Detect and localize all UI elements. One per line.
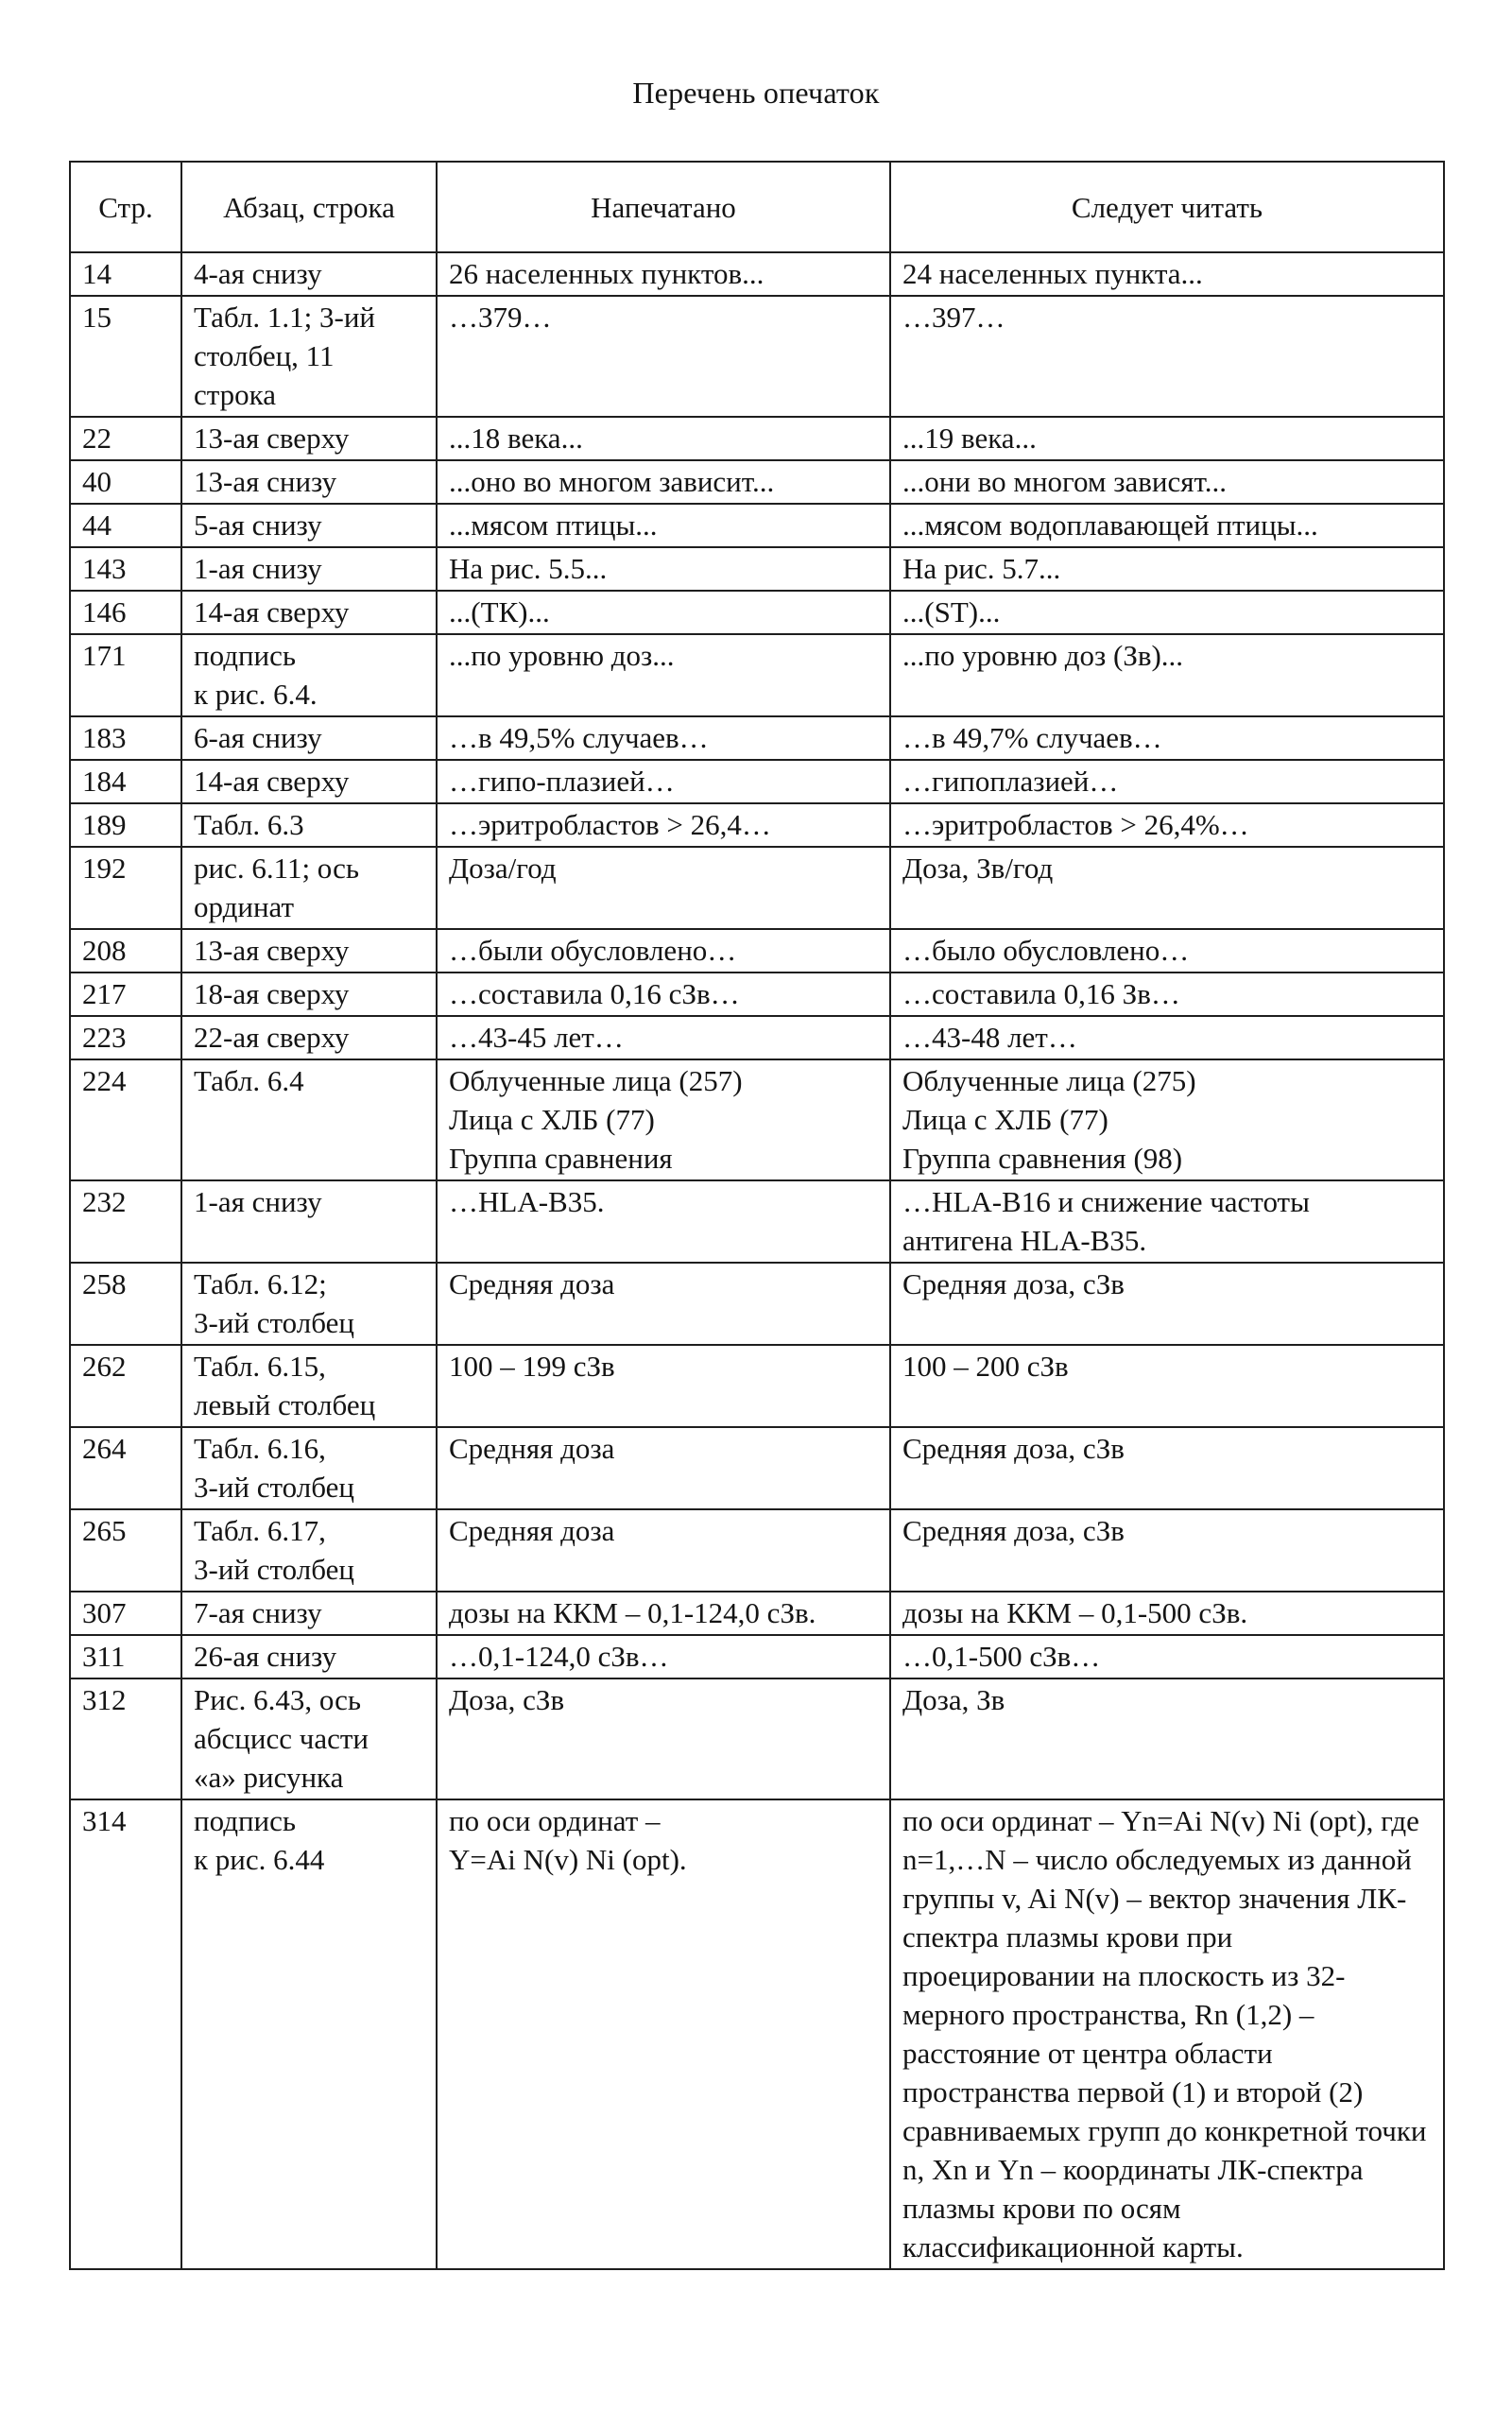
table-row bbox=[70, 296, 1444, 417]
cell-correct: Средняя доза, сЗв bbox=[890, 1263, 1444, 1345]
header-row bbox=[70, 162, 1444, 252]
cell-printed: …HLA-B35. bbox=[437, 1180, 890, 1263]
table-row bbox=[70, 1799, 1444, 2269]
cell-page: 192 bbox=[70, 847, 181, 929]
cell-printed: …0,1-124,0 сЗв… bbox=[437, 1635, 890, 1678]
table-row bbox=[70, 460, 1444, 504]
cell-printed: Доза/год bbox=[437, 847, 890, 929]
cell-location: подпись к рис. 6.44 bbox=[181, 1799, 437, 2269]
cell-correct: …0,1-500 сЗв… bbox=[890, 1635, 1444, 1678]
cell-location: Табл. 6.15, левый столбец bbox=[181, 1345, 437, 1427]
table-row bbox=[70, 1592, 1444, 1635]
cell-printed: Средняя доза bbox=[437, 1509, 890, 1592]
table-row bbox=[70, 929, 1444, 973]
cell-correct: ...19 века... bbox=[890, 417, 1444, 460]
cell-location: Табл. 6.3 bbox=[181, 803, 437, 847]
cell-correct: ...по уровню доз (Зв)... bbox=[890, 634, 1444, 716]
cell-page: 208 bbox=[70, 929, 181, 973]
cell-location: 13-ая сверху bbox=[181, 417, 437, 460]
cell-location: 14-ая сверху bbox=[181, 591, 437, 634]
cell-printed: …были обусловлено… bbox=[437, 929, 890, 973]
table-row bbox=[70, 252, 1444, 296]
cell-page: 311 bbox=[70, 1635, 181, 1678]
table-row bbox=[70, 417, 1444, 460]
cell-correct: …43-48 лет… bbox=[890, 1016, 1444, 1059]
cell-printed: Средняя доза bbox=[437, 1263, 890, 1345]
cell-printed: …43-45 лет… bbox=[437, 1016, 890, 1059]
cell-correct: по оси ординат – Yn=Ai N(v) Ni (opt), где n=1,…N – число обследуемых из данной группы v, Ai N(v) – вектор значения ЛК-спектра плазмы крови при проецировании на плоскость из 32-мерного пространства, Rn (1,2) – расстояние от центра области пространства первой (1) и второй (2) сравниваемых групп до конкретной точки n, Xn и Yn – координаты ЛК-спектра плазмы крови по осям классификационной карты. bbox=[890, 1799, 1444, 2269]
cell-printed: ...оно во многом зависит... bbox=[437, 460, 890, 504]
cell-page: 143 bbox=[70, 547, 181, 591]
cell-printed: На рис. 5.5... bbox=[437, 547, 890, 591]
cell-printed: ...по уровню доз... bbox=[437, 634, 890, 716]
cell-location: 6-ая снизу bbox=[181, 716, 437, 760]
cell-page: 171 bbox=[70, 634, 181, 716]
cell-correct: 100 – 200 сЗв bbox=[890, 1345, 1444, 1427]
table-row bbox=[70, 547, 1444, 591]
cell-correct: …составила 0,16 Зв… bbox=[890, 973, 1444, 1016]
cell-location: 7-ая снизу bbox=[181, 1592, 437, 1635]
cell-page: 44 bbox=[70, 504, 181, 547]
cell-location: Табл. 1.1; 3-ий столбец, 11 строка bbox=[181, 296, 437, 417]
errata-table bbox=[69, 161, 1445, 2270]
cell-location: 1-ая снизу bbox=[181, 1180, 437, 1263]
cell-location: 4-ая снизу bbox=[181, 252, 437, 296]
table-row bbox=[70, 1509, 1444, 1592]
cell-page: 217 bbox=[70, 973, 181, 1016]
cell-printed: …в 49,5% случаев… bbox=[437, 716, 890, 760]
cell-correct: ...(ST)... bbox=[890, 591, 1444, 634]
cell-correct: На рис. 5.7... bbox=[890, 547, 1444, 591]
cell-page: 40 bbox=[70, 460, 181, 504]
header-page: Стр. bbox=[70, 162, 181, 252]
cell-printed: …составила 0,16 сЗв… bbox=[437, 973, 890, 1016]
table-row bbox=[70, 1345, 1444, 1427]
cell-correct: ...они во многом зависят... bbox=[890, 460, 1444, 504]
cell-correct: Доза, Зв bbox=[890, 1678, 1444, 1799]
cell-location: подпись к рис. 6.4. bbox=[181, 634, 437, 716]
cell-printed: ...(ТК)... bbox=[437, 591, 890, 634]
cell-correct: …гипоплазией… bbox=[890, 760, 1444, 803]
page-title: Перечень опечаток bbox=[632, 76, 880, 110]
cell-page: 262 bbox=[70, 1345, 181, 1427]
cell-location: 5-ая снизу bbox=[181, 504, 437, 547]
cell-location: Табл. 6.17, 3-ий столбец bbox=[181, 1509, 437, 1592]
cell-page: 232 bbox=[70, 1180, 181, 1263]
cell-correct: Доза, Зв/год bbox=[890, 847, 1444, 929]
cell-printed: …гипо-плазией… bbox=[437, 760, 890, 803]
cell-location: Табл. 6.4 bbox=[181, 1059, 437, 1180]
header-correct: Следует читать bbox=[890, 162, 1444, 252]
table-row bbox=[70, 716, 1444, 760]
header-printed: Напечатано bbox=[437, 162, 890, 252]
cell-correct: Средняя доза, сЗв bbox=[890, 1427, 1444, 1509]
cell-printed: …эритробластов > 26,4… bbox=[437, 803, 890, 847]
cell-correct: Облученные лица (275) Лица с ХЛБ (77) Группа сравнения (98) bbox=[890, 1059, 1444, 1180]
cell-correct: Средняя доза, сЗв bbox=[890, 1509, 1444, 1592]
cell-page: 14 bbox=[70, 252, 181, 296]
cell-printed: Облученные лица (257) Лица с ХЛБ (77) Группа сравнения bbox=[437, 1059, 890, 1180]
cell-page: 312 bbox=[70, 1678, 181, 1799]
cell-printed: 26 населенных пунктов... bbox=[437, 252, 890, 296]
cell-location: Табл. 6.12; 3-ий столбец bbox=[181, 1263, 437, 1345]
table-row bbox=[70, 634, 1444, 716]
cell-page: 314 bbox=[70, 1799, 181, 2269]
cell-location: 13-ая сверху bbox=[181, 929, 437, 973]
cell-correct: дозы на ККМ – 0,1-500 сЗв. bbox=[890, 1592, 1444, 1635]
cell-page: 223 bbox=[70, 1016, 181, 1059]
cell-location: 1-ая снизу bbox=[181, 547, 437, 591]
cell-page: 265 bbox=[70, 1509, 181, 1592]
cell-printed: Средняя доза bbox=[437, 1427, 890, 1509]
table-row bbox=[70, 1180, 1444, 1263]
table-row bbox=[70, 1263, 1444, 1345]
cell-location: рис. 6.11; ось ординат bbox=[181, 847, 437, 929]
cell-correct: …397… bbox=[890, 296, 1444, 417]
cell-correct: ...мясом водоплавающей птицы... bbox=[890, 504, 1444, 547]
cell-page: 22 bbox=[70, 417, 181, 460]
cell-page: 146 bbox=[70, 591, 181, 634]
cell-location: 22-ая сверху bbox=[181, 1016, 437, 1059]
cell-location: Рис. 6.43, ось абсцисс части «а» рисунка bbox=[181, 1678, 437, 1799]
table-row bbox=[70, 1635, 1444, 1678]
table-row bbox=[70, 591, 1444, 634]
cell-page: 189 bbox=[70, 803, 181, 847]
cell-location: 14-ая сверху bbox=[181, 760, 437, 803]
cell-page: 264 bbox=[70, 1427, 181, 1509]
cell-page: 184 bbox=[70, 760, 181, 803]
cell-printed: ...мясом птицы... bbox=[437, 504, 890, 547]
cell-page: 183 bbox=[70, 716, 181, 760]
cell-location: 26-ая снизу bbox=[181, 1635, 437, 1678]
header-location: Абзац, строка bbox=[181, 162, 437, 252]
cell-correct: 24 населенных пункта... bbox=[890, 252, 1444, 296]
cell-location: Табл. 6.16, 3-ий столбец bbox=[181, 1427, 437, 1509]
table-row bbox=[70, 1016, 1444, 1059]
table-row bbox=[70, 973, 1444, 1016]
table-row bbox=[70, 504, 1444, 547]
cell-printed: 100 – 199 сЗв bbox=[437, 1345, 890, 1427]
cell-location: 18-ая сверху bbox=[181, 973, 437, 1016]
table-row bbox=[70, 760, 1444, 803]
cell-page: 258 bbox=[70, 1263, 181, 1345]
table-row bbox=[70, 847, 1444, 929]
table-row bbox=[70, 803, 1444, 847]
cell-page: 307 bbox=[70, 1592, 181, 1635]
cell-printed: ...18 века... bbox=[437, 417, 890, 460]
table-row bbox=[70, 1059, 1444, 1180]
cell-printed: Доза, сЗв bbox=[437, 1678, 890, 1799]
table-row bbox=[70, 1678, 1444, 1799]
cell-correct: …было обусловлено… bbox=[890, 929, 1444, 973]
cell-correct: …HLA-B16 и снижение частоты антигена HLA-B35. bbox=[890, 1180, 1444, 1263]
cell-correct: …в 49,7% случаев… bbox=[890, 716, 1444, 760]
cell-printed: по оси ординат – Y=Ai N(v) Ni (opt). bbox=[437, 1799, 890, 2269]
cell-correct: …эритробластов > 26,4%… bbox=[890, 803, 1444, 847]
cell-page: 15 bbox=[70, 296, 181, 417]
cell-printed: …379… bbox=[437, 296, 890, 417]
table-row bbox=[70, 1427, 1444, 1509]
cell-page: 224 bbox=[70, 1059, 181, 1180]
cell-printed: дозы на ККМ – 0,1-124,0 сЗв. bbox=[437, 1592, 890, 1635]
cell-location: 13-ая снизу bbox=[181, 460, 437, 504]
